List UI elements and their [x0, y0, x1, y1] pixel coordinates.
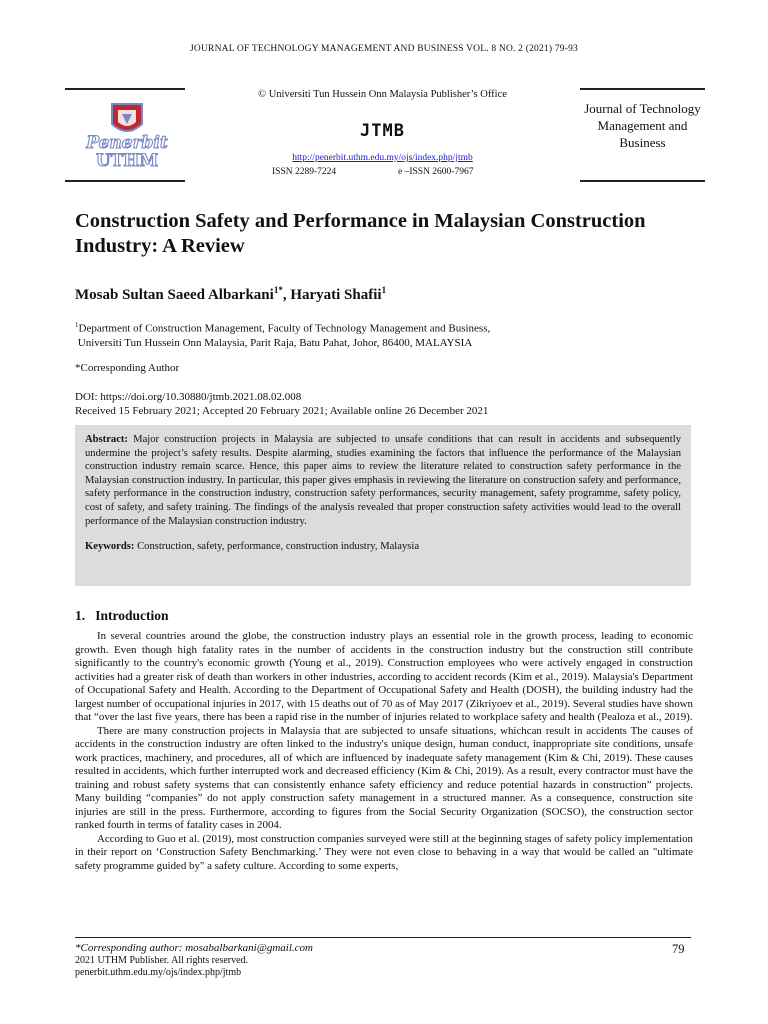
author-1: Mosab Sultan Saeed Albarkani: [75, 287, 274, 303]
logo-text-penerbit: Penerbit: [86, 133, 168, 153]
issn: ISSN 2289-7224: [272, 167, 337, 177]
abstract: [85, 433, 681, 528]
introduction-body: [75, 630, 693, 873]
footer: [75, 942, 313, 980]
uthm-crest-icon: [72, 100, 182, 172]
author-separator: ,: [282, 287, 291, 303]
logo-text-uthm: UTHM: [95, 151, 159, 171]
author-list: [75, 285, 386, 304]
keywords-label: Keywords:: [85, 541, 135, 553]
keywords-text: Construction, safety, performance, construction industry, Malaysia: [134, 541, 420, 553]
journal-abbreviation: JTMB: [360, 121, 405, 141]
paragraph: According to Guo et al. (2019), most construction companies surveyed were still at the beginning stages of safety policy implementation in their report on ‘Construction Safety Benchmarking.’ They were not even close to behaving in a way that would be called an "ultimate safety programme guided by" a safety culture. According to some experts,: [75, 832, 693, 872]
journal-url-link[interactable]: http://penerbit.uthm.edu.my/ojs/index.php/jtmb: [292, 153, 473, 163]
footer-corresponding-email: *Corresponding author: mosabalbarkani@gmail.com: [75, 942, 313, 954]
paragraph: In several countries around the globe, the construction industry plays an essential role in the growth process, leading to economic growth. Even though high fatality rates in the number of accidents in the construction industry but the construction still contribute significantly to the country's economic growth (Young et al., 2019). Construction employees who were actively engaged in construction activities had a greater risk of death than workers in other industries, according to accident records (Kim et al., 2019). Malaysia's Department of Occupational Safety and Health. According to the Department of Occupational Safety and Health (DOSH), the building industry had the largest number of occupational injuries in 2017, with 15 deaths out of 70 as of May 2017 (Zikriyoev et al., 2019). Several studies have shown that “over the last five years, there has been a rapid rise in the number of injuries related to workplace safety and health (Pealoza et al., 2019).: [75, 630, 693, 723]
copyright-notice: © Universiti Tun Hussein Onn Malaysia Publisher’s Office: [258, 89, 507, 100]
paragraph: There are many construction projects in Malaysia that are subjected to unsafe situations, whichcan result in accidents The causes of accidents in the construction industry are often linked to the industry's unique design, human conduct, inappropriate site conditions, unsafe work practices, machinery, and procedures, all of which are influenced by inadequate safety management (Kim & Chi, 2019). These causes resulted in accidents, which further interrupted work and decreased efficiency (Kim & Chi, 2019). As a result, every contractor must have the training and robust safety systems that can consistently enhance safety efficiency and reduce potential hazards in construction” projects. Many building “companies” do not apply construction safety management in a structured manner. As a consequence, construction site injuries are still in the press. Furthermore, according to figures from the Social Security Organization (SOCSO), the construction sector ranked fourth in terms of fatality cases in 2004.: [75, 724, 693, 831]
abstract-box: [75, 425, 691, 586]
author-2-affil-mark: 1: [381, 285, 387, 295]
author-1-affil-mark: 1*: [273, 285, 283, 295]
footer-rule: [75, 937, 691, 938]
masthead-right-top-rule: [580, 88, 705, 90]
author-2: Haryati Shafii: [290, 287, 382, 303]
running-header: JOURNAL OF TECHNOLOGY MANAGEMENT AND BUSINESS VOL. 8 NO. 2 (2021) 79-93: [190, 44, 578, 54]
affiliation-line-2: Universiti Tun Hussein Onn Malaysia, Parit Raja, Batu Pahat, Johor, 86400, MALAYSIA: [75, 337, 473, 350]
article-title: Construction Safety and Performance in Malaysian Construction Industry: A Review: [75, 210, 646, 257]
masthead-left-bottom-rule: [65, 180, 185, 182]
affiliation-line-1: Department of Construction Management, Faculty of Technology Management and Business,: [78, 322, 491, 335]
abstract-text: Major construction projects in Malaysia are subjected to unsafe conditions that can result in accidents and subsequently undermine the project’s safety results. Despite alarming, studies examining the factors that influence the performance of the Malaysian construction industry remain scarce. Hence, this paper aims to review the literature related to construction safety performance in the Malaysian construction industry. In particular, this paper gives emphasis in reviewing the literature on construction safety and performance, safety performance in the construction industry, construction safety performances, security management, safety programme, safety policy, cost of safety, and safety training. The findings of the analysis revealed that proper construction safety activities would lead to the overall performance of the Malaysian construction industry.: [85, 434, 681, 527]
penerbit-uthm-logo: [72, 100, 182, 172]
corresponding-author-note: *Corresponding Author: [75, 362, 180, 374]
footer-site: penerbit.uthm.edu.my/ojs/index.php/jtmb: [75, 967, 242, 978]
section-heading-introduction: 1. Introduction: [75, 608, 169, 623]
eissn: e –ISSN 2600-7967: [398, 167, 474, 177]
page-number: 79: [672, 942, 685, 956]
abstract-label: Abstract:: [85, 434, 128, 445]
affiliation-mark: 1: [75, 321, 79, 329]
footer-rights: 2021 UTHM Publisher. All rights reserved.: [75, 954, 249, 966]
masthead-right-bottom-rule: [580, 180, 705, 182]
doi: DOI: https://doi.org/10.30880/jtmb.2021.08.02.008: [75, 391, 302, 403]
doi-and-dates: [75, 390, 488, 418]
keywords: [85, 540, 681, 554]
affiliation: [75, 318, 715, 351]
masthead-left-top-rule: [65, 88, 185, 90]
received-dates: Received 15 February 2021; Accepted 20 February 2021; Available online 26 December 2021: [75, 405, 489, 417]
journal-name: Journal of Technology Management and Business: [584, 101, 701, 150]
